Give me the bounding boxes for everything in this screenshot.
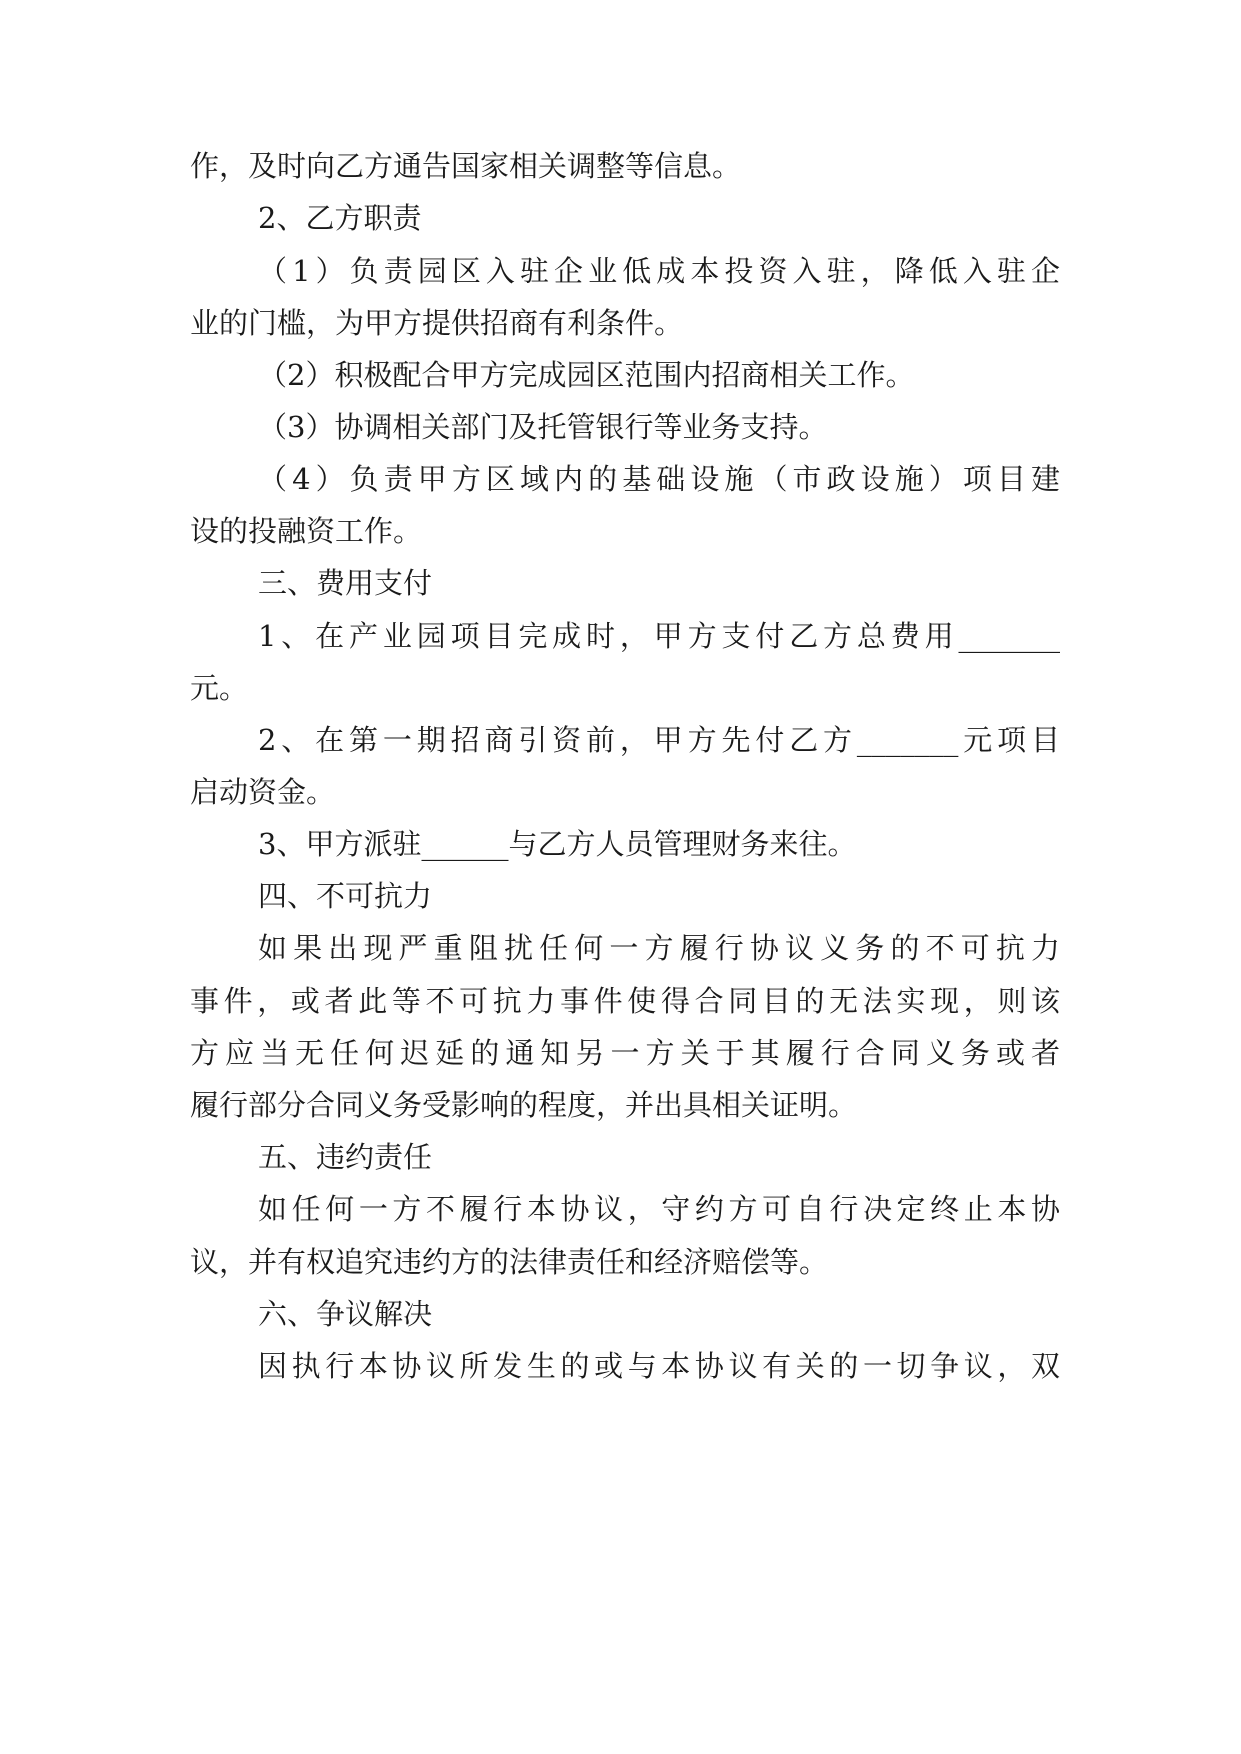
body-text-line: 履行部分合同义务受影响的程度，并出具相关证明。 xyxy=(190,1088,858,1122)
body-text-line: 作，及时向乙方通告国家相关调整等信息。 xyxy=(190,149,742,183)
list-item: 1、在产业园项目完成时，甲方支付乙方总费用_______ xyxy=(258,619,1060,653)
body-text-line: 议，并有权追究违约方的法律责任和经济赔偿等。 xyxy=(190,1245,829,1279)
list-item: （3）协调相关部门及托管银行等业务支持。 xyxy=(258,410,828,444)
body-text-line: 元。 xyxy=(190,671,249,705)
list-item: （1）负责园区入驻企业低成本投资入驻，降低入驻企 xyxy=(258,254,1060,288)
body-text-line: 如任何一方不履行本协议，守约方可自行决定终止本协 xyxy=(258,1192,1060,1226)
section-heading: 六、争议解决 xyxy=(258,1297,433,1331)
body-text-line: 如果出现严重阻扰任何一方履行协议义务的不可抗力 xyxy=(258,931,1060,965)
list-item: （4）负责甲方区域内的基础设施（市政设施）项目建 xyxy=(258,462,1060,496)
body-text-line: 业的门槛，为甲方提供招商有利条件。 xyxy=(190,306,684,340)
body-text-line: 方应当无任何迟延的通知另一方关于其履行合同义务或者 xyxy=(190,1036,1060,1070)
list-item: 2、在第一期招商引资前，甲方先付乙方_______元项目 xyxy=(258,723,1060,757)
section-heading: 五、违约责任 xyxy=(258,1140,433,1174)
body-text-line: 事件，或者此等不可抗力事件使得合同目的无法实现，则该 xyxy=(190,984,1060,1018)
list-item: 3、甲方派驻______与乙方人员管理财务来往。 xyxy=(258,827,857,861)
section-heading: 2、乙方职责 xyxy=(258,201,422,235)
section-heading: 三、费用支付 xyxy=(258,566,433,600)
section-heading: 四、不可抗力 xyxy=(258,879,433,913)
body-text-line: 启动资金。 xyxy=(190,775,336,809)
list-item: （2）积极配合甲方完成园区范围内招商相关工作。 xyxy=(258,358,915,392)
body-text-line: 因执行本协议所发生的或与本协议有关的一切争议，双 xyxy=(258,1349,1060,1383)
body-text-line: 设的投融资工作。 xyxy=(190,514,423,548)
